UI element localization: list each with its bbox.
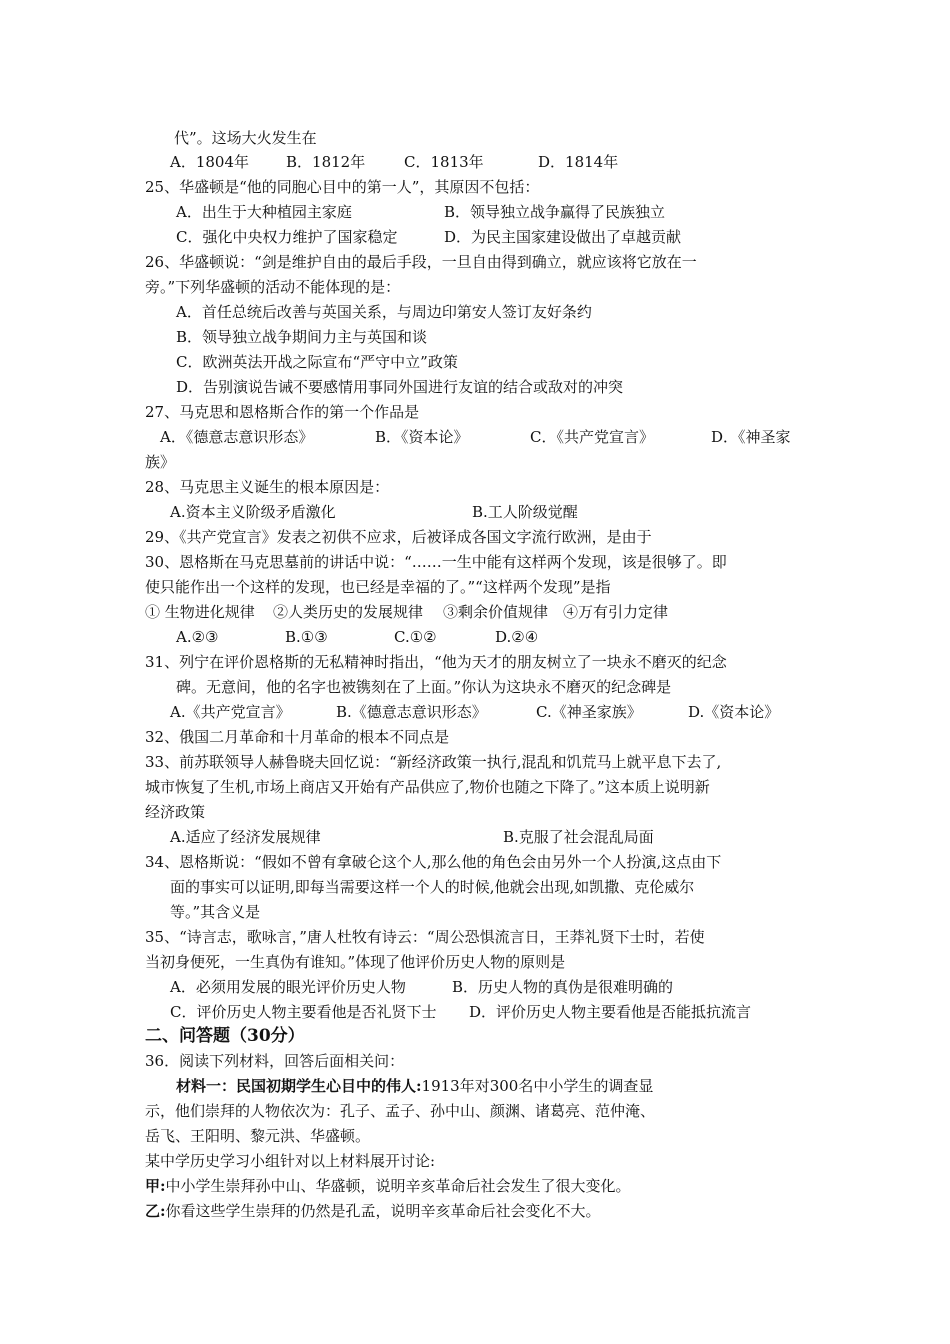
q36-stem: 36．阅读下列材料，回答后面相关问： [145,1052,405,1070]
q35-options-ab [170,977,673,997]
q35-option-b: B．历史人物的真伪是很难明确的 [452,978,674,996]
q27-option-a: A．《德意志意识形态》 [160,428,314,446]
section-2-title: 二、问答题（30分） [145,1026,305,1046]
q30-item-2: ②人类历史的发展规律 [273,603,424,621]
q31-stem-line1: 31、列宁在评价恩格斯的无私精神时指出，“他为天才的朋友树立了一块永不磨灭的纪念 [145,653,727,671]
q30-option-d: D.②④ [495,628,539,646]
q35-option-a: A．必须用发展的眼光评价历史人物 [170,978,406,996]
q33-stem-line3: 经济政策 [145,803,206,821]
q30-option-a: A.②③ [176,628,219,646]
q30-option-c: C.①② [394,628,437,646]
q35-stem-line1: 35、“诗言志，歌咏言，”唐人杜牧有诗云：“周公恐惧流言日，王莽礼贤下士时，若使 [145,928,705,946]
q32-stem: 32、俄国二月革命和十月革命的根本不同点是 [145,728,450,746]
q26-option-d: D．告别演说告诫不要感情用事同外国进行友谊的结合或敌对的冲突 [176,378,624,396]
q36-material-1-line2: 示，他们崇拜的人物依次为：孔子、孟子、孙中山、颜渊、诸葛亮、范仲淹、 [145,1102,656,1120]
q26-stem-line1: 26、华盛顿说：“剑是维护自由的最后手段，一旦自由得到确立，就应该将它放在一 [145,253,697,271]
q25-stem: 25、华盛顿是“他的同胞心目中的第一人”，其原因不包括： [145,178,540,196]
q33-option-a: A.适应了经济发展规律 [170,828,321,846]
q36-jia-text: 中小学生崇拜孙中山、华盛顿，说明辛亥革命后社会发生了很大变化。 [165,1177,631,1195]
q24-option-a: A．1804年 [170,153,250,171]
q24-continuation: 代”。这场大火发生在 [174,129,317,147]
q27-option-b: B．《资本论》 [375,428,469,446]
q28-option-a: A.资本主义阶级矛盾激化 [170,503,336,521]
q34-stem-line3: 等。”其含义是 [170,903,261,921]
q28-stem: 28、马克思主义诞生的根本原因是： [145,478,390,496]
q27-stem: 27、马克思和恩格斯合作的第一个作品是 [145,403,420,421]
q24-option-c: C．1813年 [404,153,484,171]
q33-option-b: B.克服了社会混乱局面 [503,828,654,846]
q33-stem-line1: 33、前苏联领导人赫鲁晓夫回忆说：“新经济政策一执行,混乱和饥荒马上就平息下去了, [145,753,722,771]
q36-yi-text: 你看这些学生崇拜的仍然是孔孟，说明辛亥革命后社会变化不大。 [165,1202,601,1220]
q35-options-cd [170,1002,751,1022]
q31-option-d: D.《资本论》 [688,703,780,721]
q27-options [160,427,791,447]
q30-item-4: ④万有引力定律 [563,603,669,621]
q25-options-cd [176,227,681,247]
q36-student-yi [145,1201,601,1221]
q31-stem-line2: 碑。无意间，他的名字也被镌刻在了上面。”你认为这块永不磨灭的纪念碑是 [176,678,672,696]
q34-stem-line1: 34、恩格斯说：“假如不曾有拿破仑这个人,那么他的角色会由另外一个人扮演,这点由下 [145,853,722,871]
q33-stem-line2: 城市恢复了生机,市场上商店又开始有产品供应了,物价也随之下降了。”这本质上说明新 [145,778,710,796]
q30-items [145,602,668,622]
q36-material-1-line3: 岳飞、王阳明、黎元洪、华盛顿。 [145,1127,371,1145]
q26-option-c: C．欧洲英法开战之际宣布“严守中立”政策 [176,353,458,371]
q31-options [170,702,779,722]
q36-discussion-intro: 某中学历史学习小组针对以上材料展开讨论: [145,1152,436,1170]
q30-stem-line2: 使只能作出一个这样的发现，也已经是幸福的了。”“这样两个发现”是指 [145,578,611,596]
q24-options [170,152,618,172]
q24-option-b: B．1812年 [286,153,366,171]
q30-item-1: ① 生物进化规律 [145,603,255,621]
q24-option-d: D．1814年 [538,153,619,171]
q26-option-b: B．领导独立战争期间力主与英国和谈 [176,328,428,346]
q31-option-b: B.《德意志意识形态》 [336,703,487,721]
q27-continuation: 族》 [145,453,176,471]
q30-option-b: B.①③ [285,628,328,646]
q26-option-a: A．首任总统后改善与英国关系，与周边印第安人签订友好条约 [176,303,592,321]
q26-stem-line2: 旁。”下列华盛顿的活动不能体现的是： [145,278,401,296]
q35-option-c: C．评价历史人物主要看他是否礼贤下士 [170,1003,437,1021]
q36-material-1-line1 [176,1076,653,1096]
q28-options [170,502,578,522]
q29-stem: 29、《共产党宣言》发表之初供不应求，后被译成各国文字流行欧洲，是由于 [145,528,652,546]
q30-stem-line1: 30、恩格斯在马克思墓前的讲话中说：“……一生中能有这样两个发现，该是很够了。即 [145,553,727,571]
q35-option-d: D．评价历史人物主要看他是否能抵抗流言 [469,1003,752,1021]
q36-student-jia [145,1176,631,1196]
q25-option-a: A．出生于大种植园主家庭 [176,203,352,221]
q36-jia-label: 甲: [145,1177,166,1195]
q36-material-1-label: 材料一：民国初期学生心目中的伟人: [176,1077,422,1095]
q25-options-ab [176,202,665,222]
q30-options [176,627,538,647]
q31-option-c: C.《神圣家族》 [536,703,642,721]
q36-material-1-text: 1913年对300名中小学生的调查显 [421,1077,654,1095]
q33-options [170,827,654,847]
q27-option-d: D．《神圣家 [711,428,791,446]
q31-option-a: A.《共产党宣言》 [170,703,291,721]
q30-item-3: ③剩余价值规律 [443,603,549,621]
q25-option-b: B．领导独立战争赢得了民族独立 [444,203,666,221]
q28-option-b: B.工人阶级觉醒 [472,503,578,521]
q36-yi-label: 乙: [145,1202,166,1220]
q34-stem-line2: 面的事实可以证明,即每当需要这样一个人的时候,他就会出现,如凯撒、克伦威尔 [170,878,695,896]
q25-option-d: D．为民主国家建设做出了卓越贡献 [444,228,682,246]
q35-stem-line2: 当初身便死，一生真伪有谁知。”体现了他评价历史人物的原则是 [145,953,566,971]
q25-option-c: C．强化中央权力维护了国家稳定 [176,228,398,246]
q27-option-c: C．《共产党宣言》 [530,428,654,446]
